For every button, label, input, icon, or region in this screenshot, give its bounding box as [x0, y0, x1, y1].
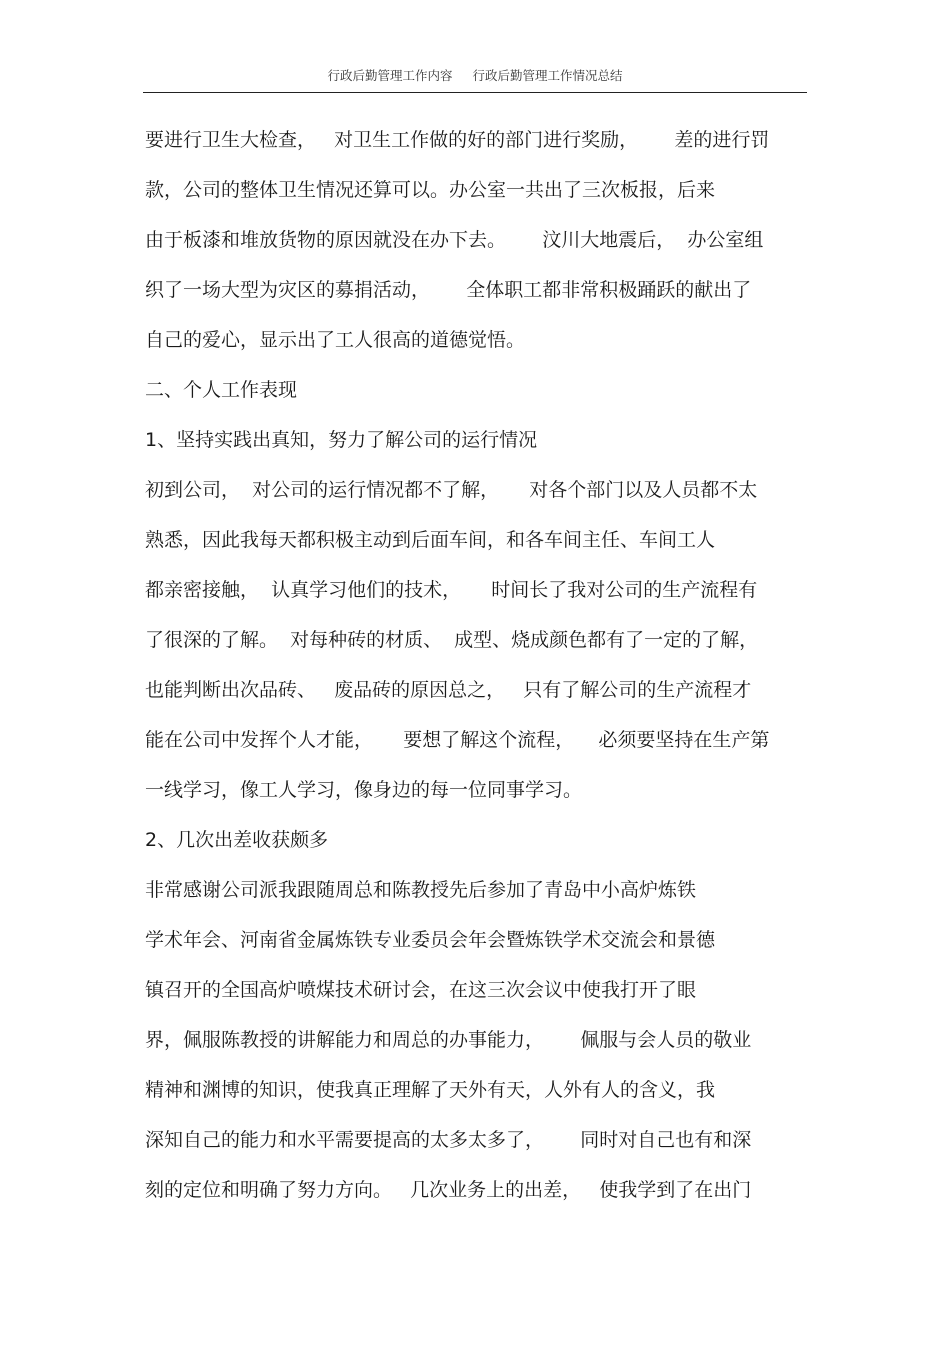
text-line: 镇召开的全国高炉喷煤技术研讨会，在这三次会议中使我打开了眼	[145, 979, 697, 1001]
text-line: 都亲密接触， 认真学习他们的技术， 时间长了我对公司的生产流程有	[145, 579, 758, 601]
page-header	[143, 62, 807, 93]
section-heading: 二、个人工作表现	[145, 379, 298, 401]
text-line: 能在公司中发挥个人才能， 要想了解这个流程， 必须要坚持在生产第	[145, 729, 770, 751]
text-line: 精神和渊博的知识，使我真正理解了天外有天，人外有人的含义，我	[145, 1079, 716, 1101]
text-line: 初到公司， 对公司的运行情况都不了解， 对各个部门以及人员都不太	[145, 479, 758, 501]
text-line: 学术年会、河南省金属炼铁专业委员会年会暨炼铁学术交流会和景德	[145, 929, 716, 951]
text-line: 刻的定位和明确了努力方向。 几次业务上的出差， 使我学到了在出门	[145, 1179, 752, 1201]
text-line: 了很深的了解。 对每种砖的材质、 成型、烧成颜色都有了一定的了解，	[145, 629, 759, 651]
text-line: 织了一场大型为灾区的募捐活动， 全体职工都非常积极踊跃的献出了	[145, 279, 752, 301]
subsection-heading: 2、几次出差收获颇多	[145, 829, 329, 851]
header-doc-title: 行政后勤管理工作内容	[327, 68, 453, 83]
text-line: 非常感谢公司派我跟随周总和陈教授先后参加了青岛中小高炉炼铁	[145, 879, 697, 901]
text-line: 深知自己的能力和水平需要提高的太多太多了， 同时对自己也有和深	[145, 1129, 752, 1151]
text-line: 款，公司的整体卫生情况还算可以。办公室一共出了三次板报，后来	[145, 179, 716, 201]
text-line: 熟悉，因此我每天都积极主动到后面车间，和各车间主任、车间工人	[145, 529, 716, 551]
text-line: 自己的爱心，显示出了工人很高的道德觉悟。	[145, 329, 526, 351]
text-line: 界，佩服陈教授的讲解能力和周总的办事能力， 佩服与会人员的敬业	[145, 1029, 752, 1051]
subsection-heading: 1、坚持实践出真知，努力了解公司的运行情况	[145, 429, 538, 451]
text-line: 一线学习，像工人学习，像身边的每一位同事学习。	[145, 779, 583, 801]
text-line: 也能判断出次品砖、 废品砖的原因总之， 只有了解公司的生产流程才	[145, 679, 752, 701]
header-doc-subtitle: 行政后勤管理工作情况总结	[472, 68, 623, 83]
text-line: 由于板漆和堆放货物的原因就没在办下去。 汶川大地震后， 办公室组	[145, 229, 764, 251]
text-line: 要进行卫生大检查， 对卫生工作做的好的部门进行奖励， 差的进行罚	[145, 129, 770, 151]
